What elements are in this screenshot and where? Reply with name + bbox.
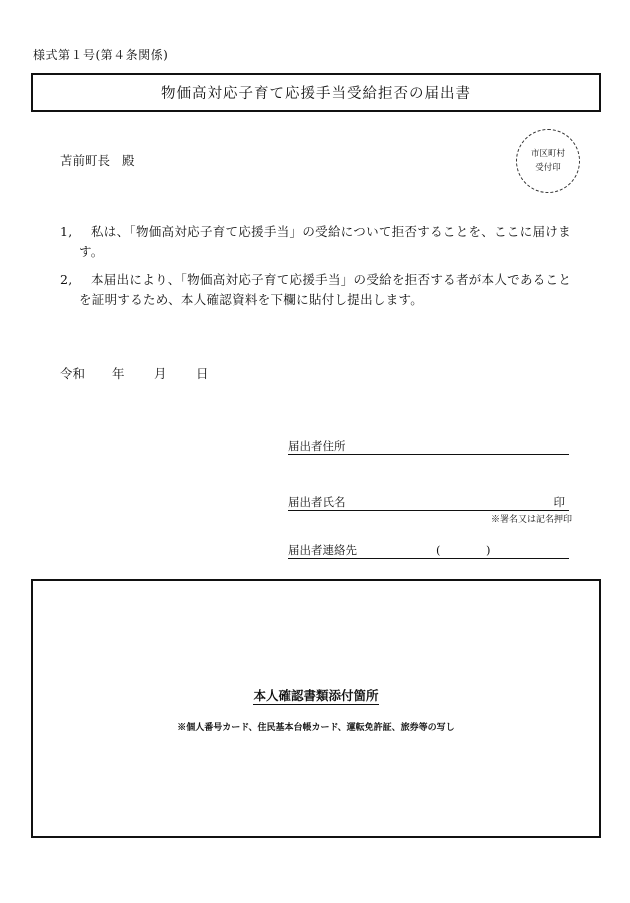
form-title: 物価高対応子育て応援手当受給拒否の届出書	[161, 86, 471, 102]
paren-close: )	[486, 543, 491, 557]
date-line	[60, 364, 209, 382]
date-year-label: 年	[112, 366, 125, 381]
date-day-label: 日	[196, 366, 209, 381]
form-number: 様式第１号(第４条関係)	[33, 48, 169, 62]
reception-stamp-circle	[516, 129, 580, 193]
contact-label: 届出者連絡先	[288, 543, 357, 557]
date-month-label: 月	[154, 366, 167, 381]
seal-mark: 印	[553, 495, 565, 509]
id-attachment-area[interactable]	[31, 579, 601, 838]
address-field[interactable]	[288, 438, 569, 455]
sign-note: ※署名又は記名押印	[491, 515, 573, 525]
clause-1	[60, 222, 580, 262]
name-field[interactable]	[288, 494, 569, 511]
attachment-title-text: 本人確認書類添付箇所	[253, 688, 379, 703]
addressee-name: 苫前町長	[60, 153, 111, 168]
addressee-honorific: 殿	[122, 153, 135, 168]
clause-text: 私は、「物価高対応子育て応援手当」の受給について拒否することを、ここに届けます。	[79, 224, 571, 259]
addressee	[60, 151, 135, 169]
name-label: 届出者氏名	[288, 495, 346, 509]
form-title-box	[31, 73, 601, 112]
stamp-label-received: 受付印	[535, 163, 561, 173]
date-era: 令和	[60, 366, 86, 381]
clause-number: 2,	[60, 272, 73, 287]
stamp-label-municipality: 市区町村	[530, 149, 565, 159]
attachment-note: ※個人番号カード、住民基本台帳カード、運転免許証、旅券等の写し	[177, 723, 455, 733]
clause-number: 1,	[60, 224, 73, 239]
address-label: 届出者住所	[288, 439, 346, 453]
attachment-title	[33, 686, 599, 704]
clause-2	[60, 270, 580, 310]
paren-open: (	[436, 543, 441, 557]
clause-text: 本届出により、「物価高対応子育て応援手当」の受給を拒否する者が本人であることを証明するため、本人確認資料を下欄に貼付し提出します。	[79, 272, 572, 307]
contact-field[interactable]	[288, 542, 569, 559]
